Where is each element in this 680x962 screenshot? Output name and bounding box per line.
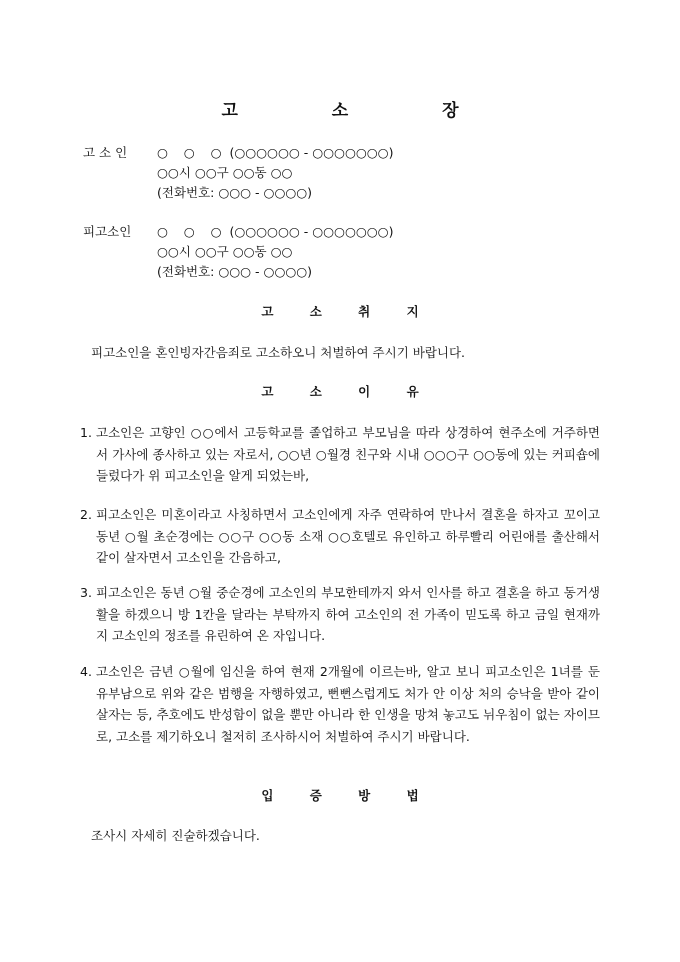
complainant-phone: (전화번호: ○○○ - ○○○○) (157, 185, 313, 200)
evidence-heading: 입 증 방 법 (261, 788, 435, 803)
reason-number: 3. (80, 585, 92, 600)
reason-text: 고소인은 고향인 ○○에서 고등학교를 졸업하고 부모님을 따라 상경하여 현주소에 거주하면서 가사에 종사하고 있는 자로서, ○○년 ○월경 친구와 시내 ○○○구 ○○동에 있는 커피숍에 들렀다가 위 피고소인을 알게 되었는바, (96, 425, 600, 483)
reason-text: 피고소인은 동년 ○월 중순경에 고소인의 부모한테까지 와서 인사를 하고 결혼을 하고 동거생활을 하겠으니 방 1칸을 달라는 부탁까지 하여 고소인의 전 가족이 믿도록 하고 금일 현재까지 고소인의 정조를 유린하여 온 자입니다. (96, 585, 600, 643)
reason-number: 2. (80, 507, 92, 522)
accused-label: 피고소인 (83, 224, 132, 239)
accused-phone: (전화번호: ○○○ - ○○○○) (157, 264, 313, 279)
purpose-text: 피고소인을 혼인빙자간음죄로 고소하오니 처벌하여 주시기 바랍니다. (91, 345, 466, 360)
document-title: 고 소 장 (221, 101, 503, 121)
accused-address: ○○시 ○○구 ○○동 ○○ (157, 244, 293, 259)
complainant-address: ○○시 ○○구 ○○동 ○○ (157, 165, 293, 180)
purpose-heading: 고 소 취 지 (261, 304, 435, 319)
reason-number: 4. (80, 664, 92, 679)
evidence-text: 조사시 자세히 진술하겠습니다. (91, 828, 260, 843)
reasons-heading: 고 소 이 유 (261, 384, 435, 399)
complainant-label: 고 소 인 (83, 145, 128, 160)
reason-number: 1. (80, 425, 92, 440)
complainant-name: ○ ○ ○ (○○○○○○ - ○○○○○○○) (157, 145, 394, 160)
accused-name: ○ ○ ○ (○○○○○○ - ○○○○○○○) (157, 224, 394, 239)
reason-text: 피고소인은 미혼이라고 사칭하면서 고소인에게 자주 연락하여 만나서 결혼을 하자고 꼬이고 동년 ○월 초순경에는 ○○구 ○○동 소재 ○○호텔로 유인하고 하루빨리 어린애를 출산해서 같이 살자면서 고소인을 간음하고, (96, 507, 600, 565)
reason-text: 고소인은 금년 ○월에 임신을 하여 현재 2개월에 이르는바, 알고 보니 피고소인은 1녀를 둔 유부남으로 위와 같은 범행을 자행하였고, 뻔뻔스럽게도 처가 안 이상 처의 승낙을 받아 같이 살자는 등, 추호에도 반성함이 없을 뿐만 아니라 한 인생을 망쳐 놓고도 뉘우침이 없는 자이므로, 고소를 제기하오니 철저히 조사하시어 처벌하여 주시기 바랍니다. (96, 664, 600, 744)
